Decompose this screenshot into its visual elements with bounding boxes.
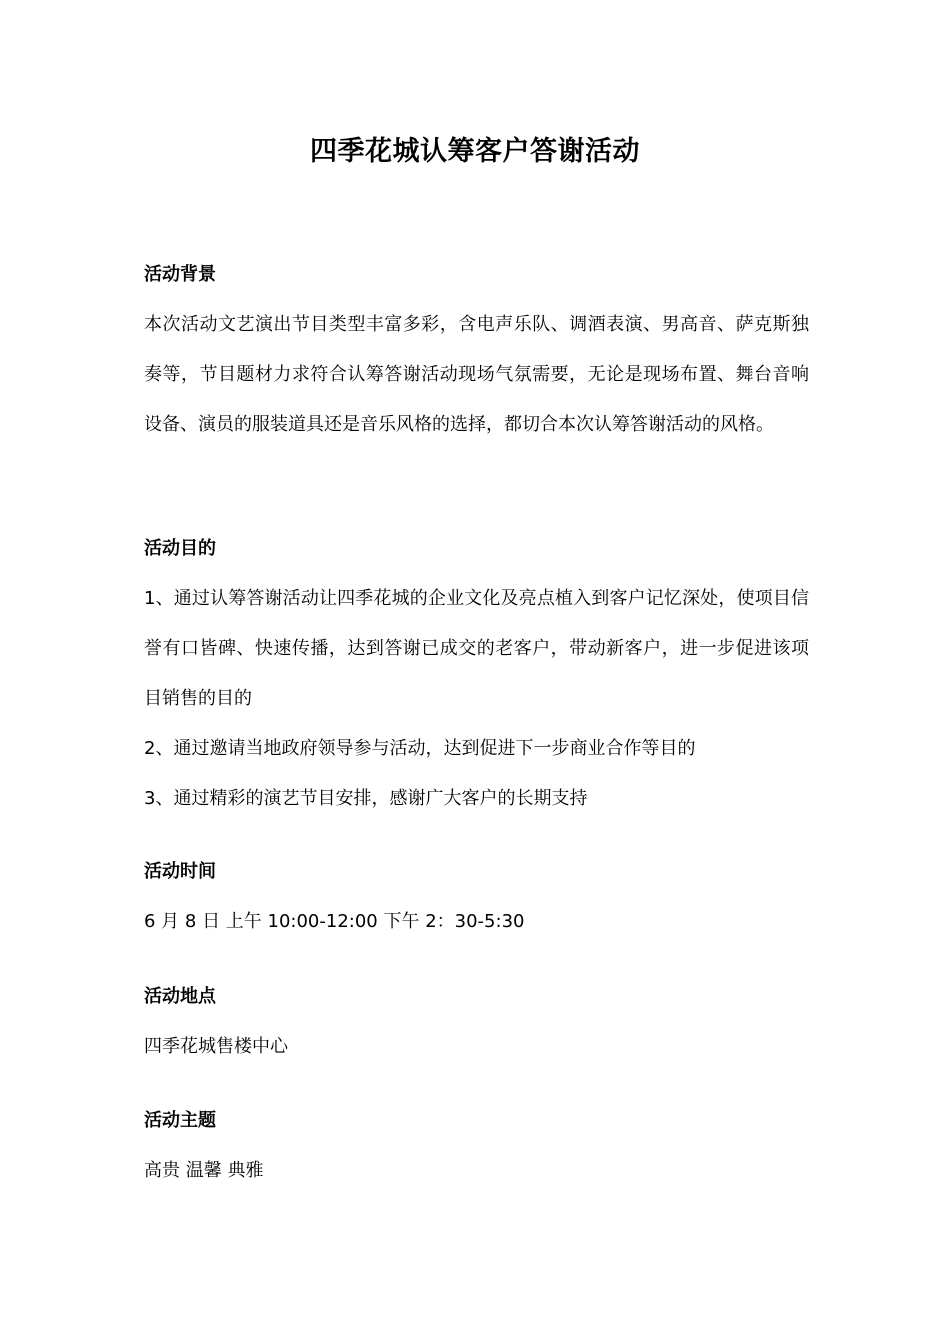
time-value: 6 月 8 日 上午 10:00-12:00 下午 2：30-5:30	[144, 911, 525, 932]
section-heading-theme: 活动主题	[144, 1110, 216, 1131]
background-paragraph: 本次活动文艺演出节目类型丰富多彩，含电声乐队、调酒表演、男高音、萨克斯独奏等，节目题材力求符合认筹答谢活动现场气氛需要，无论是现场布置、舞台音响设备、演员的服装道具还是音乐风格的选择，都切合本次认筹答谢活动的风格。	[144, 314, 809, 435]
purpose-list	[144, 574, 809, 824]
document-title: 四季花城认筹客户答谢活动	[310, 136, 640, 167]
section-time	[144, 859, 809, 947]
section-heading-purpose: 活动目的	[144, 538, 216, 559]
section-heading-time: 活动时间	[144, 861, 216, 882]
section-background	[144, 262, 809, 450]
section-purpose	[144, 536, 809, 824]
section-theme	[144, 1108, 809, 1196]
location-value: 四季花城售楼中心	[144, 1036, 288, 1057]
purpose-item: 2、通过邀请当地政府领导参与活动，达到促进下一步商业合作等目的	[144, 738, 696, 759]
purpose-item: 1、通过认筹答谢活动让四季花城的企业文化及亮点植入到客户记忆深处，使项目信誉有口皆碑、快速传播，达到答谢已成交的老客户，带动新客户，进一步促进该项目销售的目的	[144, 588, 809, 709]
purpose-item: 3、通过精彩的演艺节目安排，感谢广大客户的长期支持	[144, 788, 588, 809]
section-heading-location: 活动地点	[144, 986, 216, 1007]
section-heading-background: 活动背景	[144, 264, 216, 285]
section-location	[144, 984, 809, 1072]
theme-value: 高贵 温馨 典雅	[144, 1160, 264, 1181]
